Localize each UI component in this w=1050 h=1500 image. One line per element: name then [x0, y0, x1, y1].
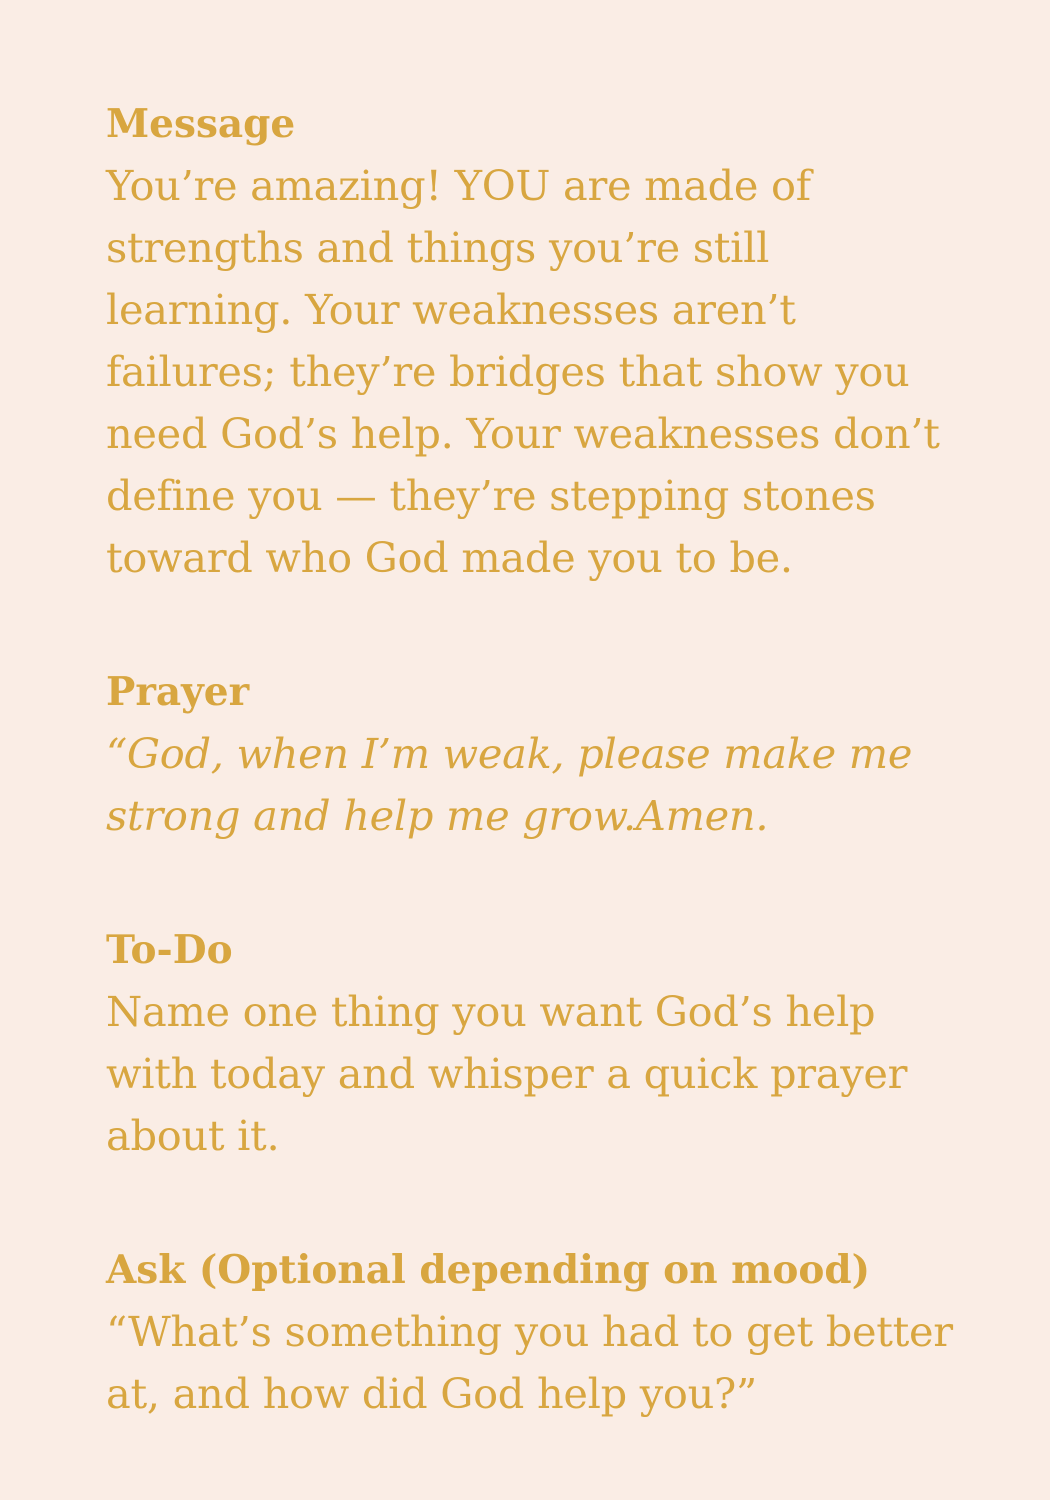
todo-text: [106, 981, 960, 1167]
message-line: need God’s help. Your weaknesses don’t: [106, 409, 940, 458]
prayer-line: “God, when I’m weak, please make me: [106, 729, 913, 778]
message-line: toward who God made you to be.: [106, 533, 793, 582]
message-line: failures; they’re bridges that show you: [106, 347, 910, 396]
ask-section: [106, 1243, 960, 1425]
todo-heading: To-Do: [106, 927, 233, 973]
message-line: learning. Your weaknesses aren’t: [106, 285, 796, 334]
ask-line: “What’s something you had to get better: [106, 1307, 953, 1356]
message-line: strengths and things you’re still: [106, 223, 770, 272]
prayer-text: [106, 723, 960, 847]
ask-heading: Ask (Optional depending on mood): [106, 1247, 871, 1293]
prayer-heading: Prayer: [106, 669, 250, 715]
prayer-line: strong and help me grow.Amen.: [106, 791, 769, 840]
message-text: [106, 155, 960, 589]
todo-line: with today and whisper a quick prayer: [106, 1049, 908, 1098]
message-section: [106, 97, 960, 589]
todo-line: Name one thing you want God’s help: [106, 987, 876, 1036]
prayer-section: [106, 665, 960, 847]
todo-section: [106, 923, 960, 1167]
message-heading: Message: [106, 101, 296, 147]
ask-text: [106, 1301, 960, 1425]
message-line: define you — they’re stepping stones: [106, 471, 876, 520]
message-line: You’re amazing! YOU are made of: [106, 161, 811, 210]
ask-line: at, and how did God help you?”: [106, 1369, 757, 1418]
todo-line: about it.: [106, 1111, 280, 1160]
